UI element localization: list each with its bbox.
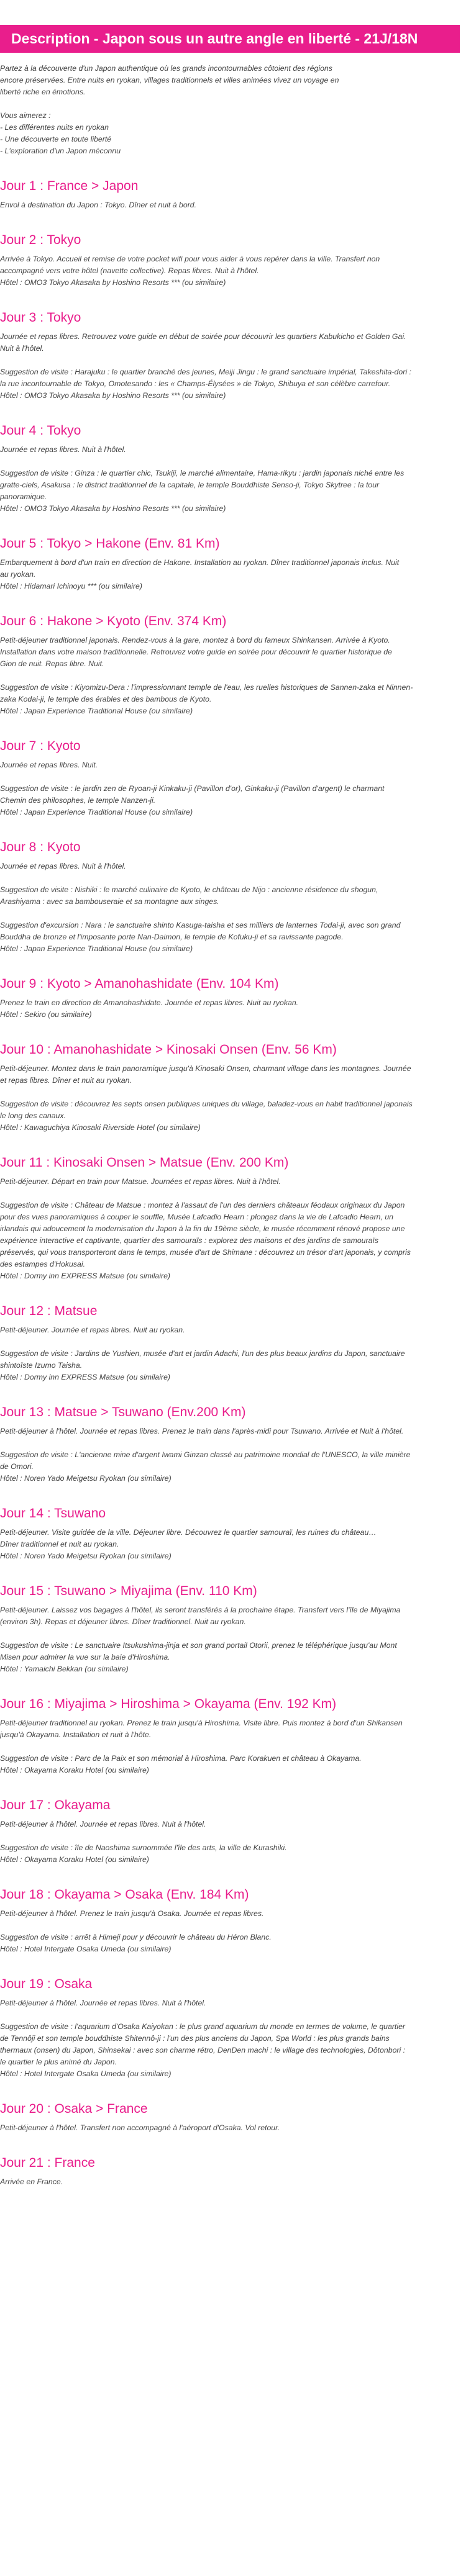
paragraph-gap: [0, 1087, 455, 1098]
text-line: Suggestion de visite : Le sanctuaire Itsukushima-jinja et son grand portail Otorii, prenez le téléphérique jusqu'au Mont: [0, 1641, 397, 1650]
text-line: Hôtel : Kawaguchiya Kinosaki Riverside Hotel (ou similaire): [0, 1123, 201, 1132]
text-line: Hôtel : Hotel Intergate Osaka Umeda (ou similaire): [0, 1945, 171, 1953]
text-line: Arrivée en France.: [0, 2177, 63, 2186]
paragraph-gap: [0, 355, 455, 366]
text-line: jusqu'à Okayama. Installation et nuit à l'hôte.: [0, 1730, 152, 1739]
paragraph-gap: [0, 908, 455, 920]
text-line: Hôtel : OMO3 Tokyo Akasaka by Hoshino Resorts *** (ou similaire): [0, 278, 226, 287]
day-section: [0, 1404, 455, 1485]
text-line: Suggestion de visite : découvrez les septs onsen publiques uniques du village, baladez-vous en habit traditionnel japonais: [0, 1100, 413, 1108]
text-line: Installation dans votre maison traditionnelle. Retrouvez votre guide en soirée pour découvrir le quartier historique de: [0, 648, 392, 656]
text-line: - Une découverte en toute liberté: [0, 135, 112, 143]
text-line: Hôtel : Japan Experience Traditional House (ou similaire): [0, 944, 193, 953]
text-line: Embarquement à bord d'un train en direction de Hakone. Installation au ryokan. Dîner traditionnel japonais inclus. Nuit: [0, 558, 400, 567]
day-title: Jour 15 : Tsuwano > Miyajima (Env. 110 Km): [0, 1584, 257, 1598]
text-line: Journée et repas libres. Nuit à l'hôtel.: [0, 445, 126, 454]
text-line: Arrivée à Tokyo. Accueil et remise de votre pocket wifi pour vous aider à vous repérer dans la ville. Transfert non: [0, 255, 380, 263]
day-section: [0, 310, 455, 402]
day-section: [0, 1887, 455, 1955]
text-line: Suggestion de visite : Parc de la Paix et son mémorial à Hiroshima. Parc Korakuen et château à Okayama.: [0, 1754, 362, 1763]
paragraph-gap: [0, 670, 455, 682]
day-title: Jour 21 : France: [0, 2156, 95, 2170]
text-line: des estampes d'Hokusai.: [0, 1260, 86, 1268]
day-title: Jour 1 : France > Japon: [0, 179, 139, 193]
day-title: Jour 14 : Tsuwano: [0, 1506, 106, 1521]
text-line: Nuit à l'hôtel.: [0, 344, 44, 353]
day-section: [0, 423, 455, 515]
text-line: Hôtel : Japan Experience Traditional House (ou similaire): [0, 808, 193, 816]
text-line: Hôtel : Sekiro (ou similaire): [0, 1010, 92, 1019]
text-line: Petit-déjeuner. Laissez vos bagages à l'hôtel, ils seront transférés à la prochaine étape. Transfert vers l'île de Miyajima: [0, 1606, 401, 1614]
day-section: [0, 1303, 455, 1383]
text-line: irlandais qui adoucement la modernisation du Japon à la fin du 19ème siècle, le musée récemment rénové propose une: [0, 1224, 405, 1233]
text-line: Hôtel : Hotel Intergate Osaka Umeda (ou similaire): [0, 2069, 171, 2078]
paragraph-gap: [0, 1830, 455, 1842]
day-section: [0, 839, 455, 955]
text-line: gratte-ciels, Asakusa : le district traditionnel de la capitale, le temple Bouddhiste Senso-ji, Tokyo Skytree : la tour: [0, 481, 380, 489]
text-line: Suggestion d'excursion : Nara : le sanctuaire shinto Kasuga-taisha et ses milliers de lanternes Todai-ji, avec son grand: [0, 921, 401, 929]
text-line: Hôtel : Okayama Koraku Hotel (ou similaire): [0, 1766, 149, 1774]
text-line: Bouddha de bronze et l'imposante porte Nan-Daimon, le temple de Kofuku-ji et sa ravissante pagode.: [0, 933, 344, 941]
paragraph-gap: [0, 1741, 455, 1753]
text-line: Hôtel : OMO3 Tokyo Akasaka by Hoshino Resorts *** (ou similaire): [0, 391, 226, 400]
day-title: Jour 9 : Kyoto > Amanohashidate (Env. 104 Km): [0, 977, 279, 991]
text-line: encore préservées. Entre nuits en ryokan, villages traditionnels et villes animées vivez un voyage en: [0, 76, 339, 84]
text-line: Petit-déjeuner traditionnel au ryokan. Prenez le train jusqu'à Hiroshima. Visite libre. Puis montez à bord d'un Shikansen: [0, 1719, 403, 1727]
text-line: Arashiyama : avec sa bambouseraie et sa montagne aux singes.: [0, 897, 219, 906]
text-line: le long des canaux.: [0, 1111, 66, 1120]
page: [0, 25, 471, 2188]
text-line: Hôtel : Noren Yado Meigetsu Ryokan (ou similaire): [0, 1552, 171, 1560]
text-line: Petit-déjeuner à l'hôtel. Journée et repas libres. Prenez le train dans l'après-midi pour Tsuwano. Arrivée et Nuit à l'hôtel.: [0, 1427, 404, 1435]
text-line: Suggestion de visite : Château de Matsue : montez à l'assaut de l'un des derniers châteaux féodaux originaux du Japon: [0, 1201, 405, 1209]
text-line: de Omori.: [0, 1462, 34, 1471]
text-line: panoramique.: [0, 492, 47, 501]
text-line: Hôtel : Okayama Koraku Hotel (ou similaire): [0, 1855, 149, 1864]
text-line: Petit-déjeuner à l'hôtel. Journée et repas libres. Nuit à l'hôtel.: [0, 1999, 206, 2007]
paragraph-gap: [0, 872, 455, 884]
text-line: thermaux (onsen) du Japon, Shinsekai : avec son charme rétro, DenDen machi : le village des technologies, Dôtonbori :: [0, 2046, 406, 2054]
day-section: [0, 613, 455, 717]
text-line: Gion de nuit. Repas libre. Nuit.: [0, 659, 104, 668]
day-title: Jour 6 : Hakone > Kyoto (Env. 374 Km): [0, 614, 227, 628]
text-line: Hôtel : Dormy inn EXPRESS Matsue (ou similaire): [0, 1272, 171, 1280]
text-line: Suggestion de visite : Nishiki : le marché culinaire de Kyoto, le château de Nijo : ancienne résidence du shogun,: [0, 885, 378, 894]
day-title: Jour 3 : Tokyo: [0, 310, 81, 325]
day-title: Jour 20 : Osaka > France: [0, 2102, 148, 2116]
paragraph-gap: [0, 456, 455, 468]
text-line: de Tennôji et son temple bouddhiste Shitennô-ji : l'un des plus anciens du Japon, Spa World : les plus grands bains: [0, 2034, 390, 2043]
text-line: Petit-déjeuner à l'hôtel. Journée et repas libres. Nuit à l'hôtel.: [0, 1820, 206, 1828]
text-line: Dîner traditionnel et nuit au ryokan.: [0, 1540, 119, 1548]
text-line: Misen pour admirer la vue sur la baie d'Hiroshima.: [0, 1653, 170, 1661]
day-title: Jour 13 : Matsue > Tsuwano (Env.200 Km): [0, 1405, 246, 1419]
text-line: Petit-déjeuner à l'hôtel. Transfert non accompagné à l'aéroport d'Osaka. Vol retour.: [0, 2123, 280, 2132]
text-line: (environ 3h). Repas et déjeuner libres. Dîner traditionnel. Nuit au ryokan.: [0, 1617, 246, 1626]
paragraph-gap: [0, 1336, 455, 1348]
day-title: Jour 19 : Osaka: [0, 1977, 93, 1991]
text-line: Hôtel : Hidamari Ichinoyu *** (ou similaire): [0, 582, 142, 590]
text-line: Petit-déjeuner. Montez dans le train panoramique jusqu'à Kinosaki Onsen, charmant village dans les montagnes. Journée: [0, 1064, 411, 1073]
text-line: accompagné vers votre hôtel (navette collective). Repas libres. Nuit à l'hôtel.: [0, 266, 259, 275]
text-line: - Les différentes nuits en ryokan: [0, 123, 109, 132]
text-line: la rue incontournable de Tokyo, Omotesando : les « Champs-Élysées » de Tokyo, Shibuya et son célèbre carrefour.: [0, 379, 391, 388]
intro-text: [0, 63, 455, 157]
paragraph-gap: [0, 1437, 455, 1449]
text-line: Suggestion de visite : le jardin zen de Ryoan-ji Kinkaku-ji (Pavillon d'or), Ginkaku-ji (Pavillon d'argent) le charmant: [0, 784, 385, 793]
text-line: Suggestion de visite : Kiyomizu-Dera : l'impressionnant temple de l'eau, les ruelles historiques de Sannen-zaka et Ninnen-: [0, 683, 413, 692]
day-title: Jour 4 : Tokyo: [0, 423, 81, 438]
paragraph-gap: [0, 1920, 455, 1932]
text-line: Prenez le train en direction de Amanohashidate. Journée et repas libres. Nuit au ryokan.: [0, 998, 299, 1007]
day-section: [0, 232, 455, 289]
day-section: [0, 1976, 455, 2080]
text-line: Hôtel : OMO3 Tokyo Akasaka by Hoshino Resorts *** (ou similaire): [0, 504, 226, 513]
day-section: [0, 1696, 455, 1776]
text-line: Hôtel : Dormy inn EXPRESS Matsue (ou similaire): [0, 1373, 171, 1381]
text-line: expérience interactive et captivante, quartier des samouraïs : explorez des maisons et des jardins de samouraïs: [0, 1236, 379, 1245]
day-title: Jour 16 : Miyajima > Hiroshima > Okayama (Env. 192 Km): [0, 1697, 337, 1711]
text-line: Hôtel : Noren Yado Meigetsu Ryokan (ou similaire): [0, 1474, 171, 1483]
text-line: Suggestion de visite : arrêt à Himeji pour y découvrir le château du Héron Blanc.: [0, 1933, 272, 1941]
text-line: Petit-déjeuner traditionnel japonais. Rendez-vous à la gare, montez à bord du fameux Shinkansen. Arrivée à Kyoto.: [0, 636, 390, 644]
text-line: Suggestion de visite : Jardins de Yushien, musée d'art et jardin Adachi, l'un des plus beaux jardins du Japon, sanctuaire: [0, 1349, 405, 1358]
text-line: Envol à destination du Japon : Tokyo. Dîner et nuit à bord.: [0, 201, 197, 209]
day-title: Jour 10 : Amanohashidate > Kinosaki Onsen (Env. 56 Km): [0, 1042, 337, 1057]
day-section: [0, 738, 455, 818]
day-title: Jour 2 : Tokyo: [0, 233, 81, 247]
text-line: Partez à la découverte d'un Japon authentique où les grands incontournables côtoient des régions: [0, 64, 332, 73]
day-section: [0, 976, 455, 1021]
text-line: le quartier le plus animé du Japon.: [0, 2058, 117, 2066]
text-line: shintoïste Izumo Taisha.: [0, 1361, 83, 1370]
paragraph-gap: [0, 2009, 455, 2021]
text-line: Suggestion de visite : Ginza : le quartier chic, Tsukiji, le marché alimentaire, Hama-rikyu : jardin japonais niché entre les: [0, 469, 405, 477]
text-line: préservés, qui vous transporteront dans le temps, musée d'art de Shimane : découvrez un trésor d'art japonais, y compris: [0, 1248, 411, 1257]
text-line: - L'exploration d'un Japon méconnu: [0, 147, 121, 155]
day-section: [0, 1583, 455, 1675]
text-line: Suggestion de visite : L'ancienne mine d'argent Iwami Ginzan classé au patrimoine mondial de l'UNESCO, la ville minière: [0, 1450, 411, 1459]
itinerary-days: [0, 178, 455, 2188]
text-line: au ryokan.: [0, 570, 36, 579]
text-line: Vous aimerez :: [0, 111, 51, 120]
text-line: Journée et repas libres. Nuit à l'hôtel.: [0, 862, 126, 870]
text-line: Petit-déjeuner. Départ en train pour Matsue. Journées et repas libres. Nuit à l'hôtel.: [0, 1177, 281, 1186]
day-section: [0, 2155, 455, 2188]
paragraph-gap: [0, 1628, 455, 1640]
text-line: Petit-déjeuner à l'hôtel. Prenez le train jusqu'à Osaka. Journée et repas libres.: [0, 1909, 264, 1918]
paragraph-gap: [0, 98, 455, 110]
day-section: [0, 1506, 455, 1562]
day-title: Jour 8 : Kyoto: [0, 840, 81, 854]
text-line: pour des vues panoramiques à couper le souffle, Musée Lafcadio Hearn : plongez dans la vie de Lafcadio Hearn, un: [0, 1213, 394, 1221]
paragraph-gap: [0, 1188, 455, 1200]
text-line: Chemin des philosophes, le temple Nanzen-ji.: [0, 796, 156, 805]
day-section: [0, 178, 455, 211]
day-section: [0, 2101, 455, 2134]
text-line: Suggestion de visite : l'aquarium d'Osaka Kaiyokan : le plus grand aquarium du monde en termes de volume, le quartier: [0, 2022, 406, 2031]
text-line: Journée et repas libres. Retrouvez votre guide en début de soirée pour découvrir les quartiers Kabukicho et Golden Gai.: [0, 332, 406, 341]
day-title: Jour 7 : Kyoto: [0, 739, 81, 753]
text-line: Suggestion de visite : île de Naoshima surnommée l'île des arts, la ville de Kurashiki.: [0, 1843, 287, 1852]
day-title: Jour 5 : Tokyo > Hakone (Env. 81 Km): [0, 536, 220, 551]
day-section: [0, 1797, 455, 1866]
text-line: Petit-déjeuner. Visite guidée de la ville. Déjeuner libre. Découvrez le quartier samouraï, les ruines du château…: [0, 1528, 377, 1537]
day-title: Jour 17 : Okayama: [0, 1798, 111, 1812]
page-title: Description - Japon sous un autre angle en liberté - 21J/18N: [0, 25, 460, 53]
day-title: Jour 11 : Kinosaki Onsen > Matsue (Env. 200 Km): [0, 1155, 289, 1170]
text-line: Suggestion de visite : Harajuku : le quartier branché des jeunes, Meiji Jingu : le grand sanctuaire impérial, Takeshita-dori :: [0, 368, 411, 376]
text-line: zaka Kodai-ji, le temple des érables et des bambous de Kyoto.: [0, 695, 212, 703]
day-section: [0, 1155, 455, 1282]
text-line: liberté riche en émotions.: [0, 88, 86, 96]
text-line: Hôtel : Yamaichi Bekkan (ou similaire): [0, 1665, 129, 1673]
text-line: Hôtel : Japan Experience Traditional House (ou similaire): [0, 707, 193, 715]
text-line: Journée et repas libres. Nuit.: [0, 761, 98, 769]
day-title: Jour 18 : Okayama > Osaka (Env. 184 Km): [0, 1887, 249, 1902]
day-title: Jour 12 : Matsue: [0, 1304, 98, 1318]
text-line: et repas libres. Dîner et nuit au ryokan.: [0, 1076, 132, 1085]
itinerary-content: [0, 63, 460, 2188]
text-line: Petit-déjeuner. Journée et repas libres. Nuit au ryokan.: [0, 1326, 185, 1334]
day-section: [0, 1042, 455, 1134]
paragraph-gap: [0, 771, 455, 783]
day-section: [0, 536, 455, 592]
